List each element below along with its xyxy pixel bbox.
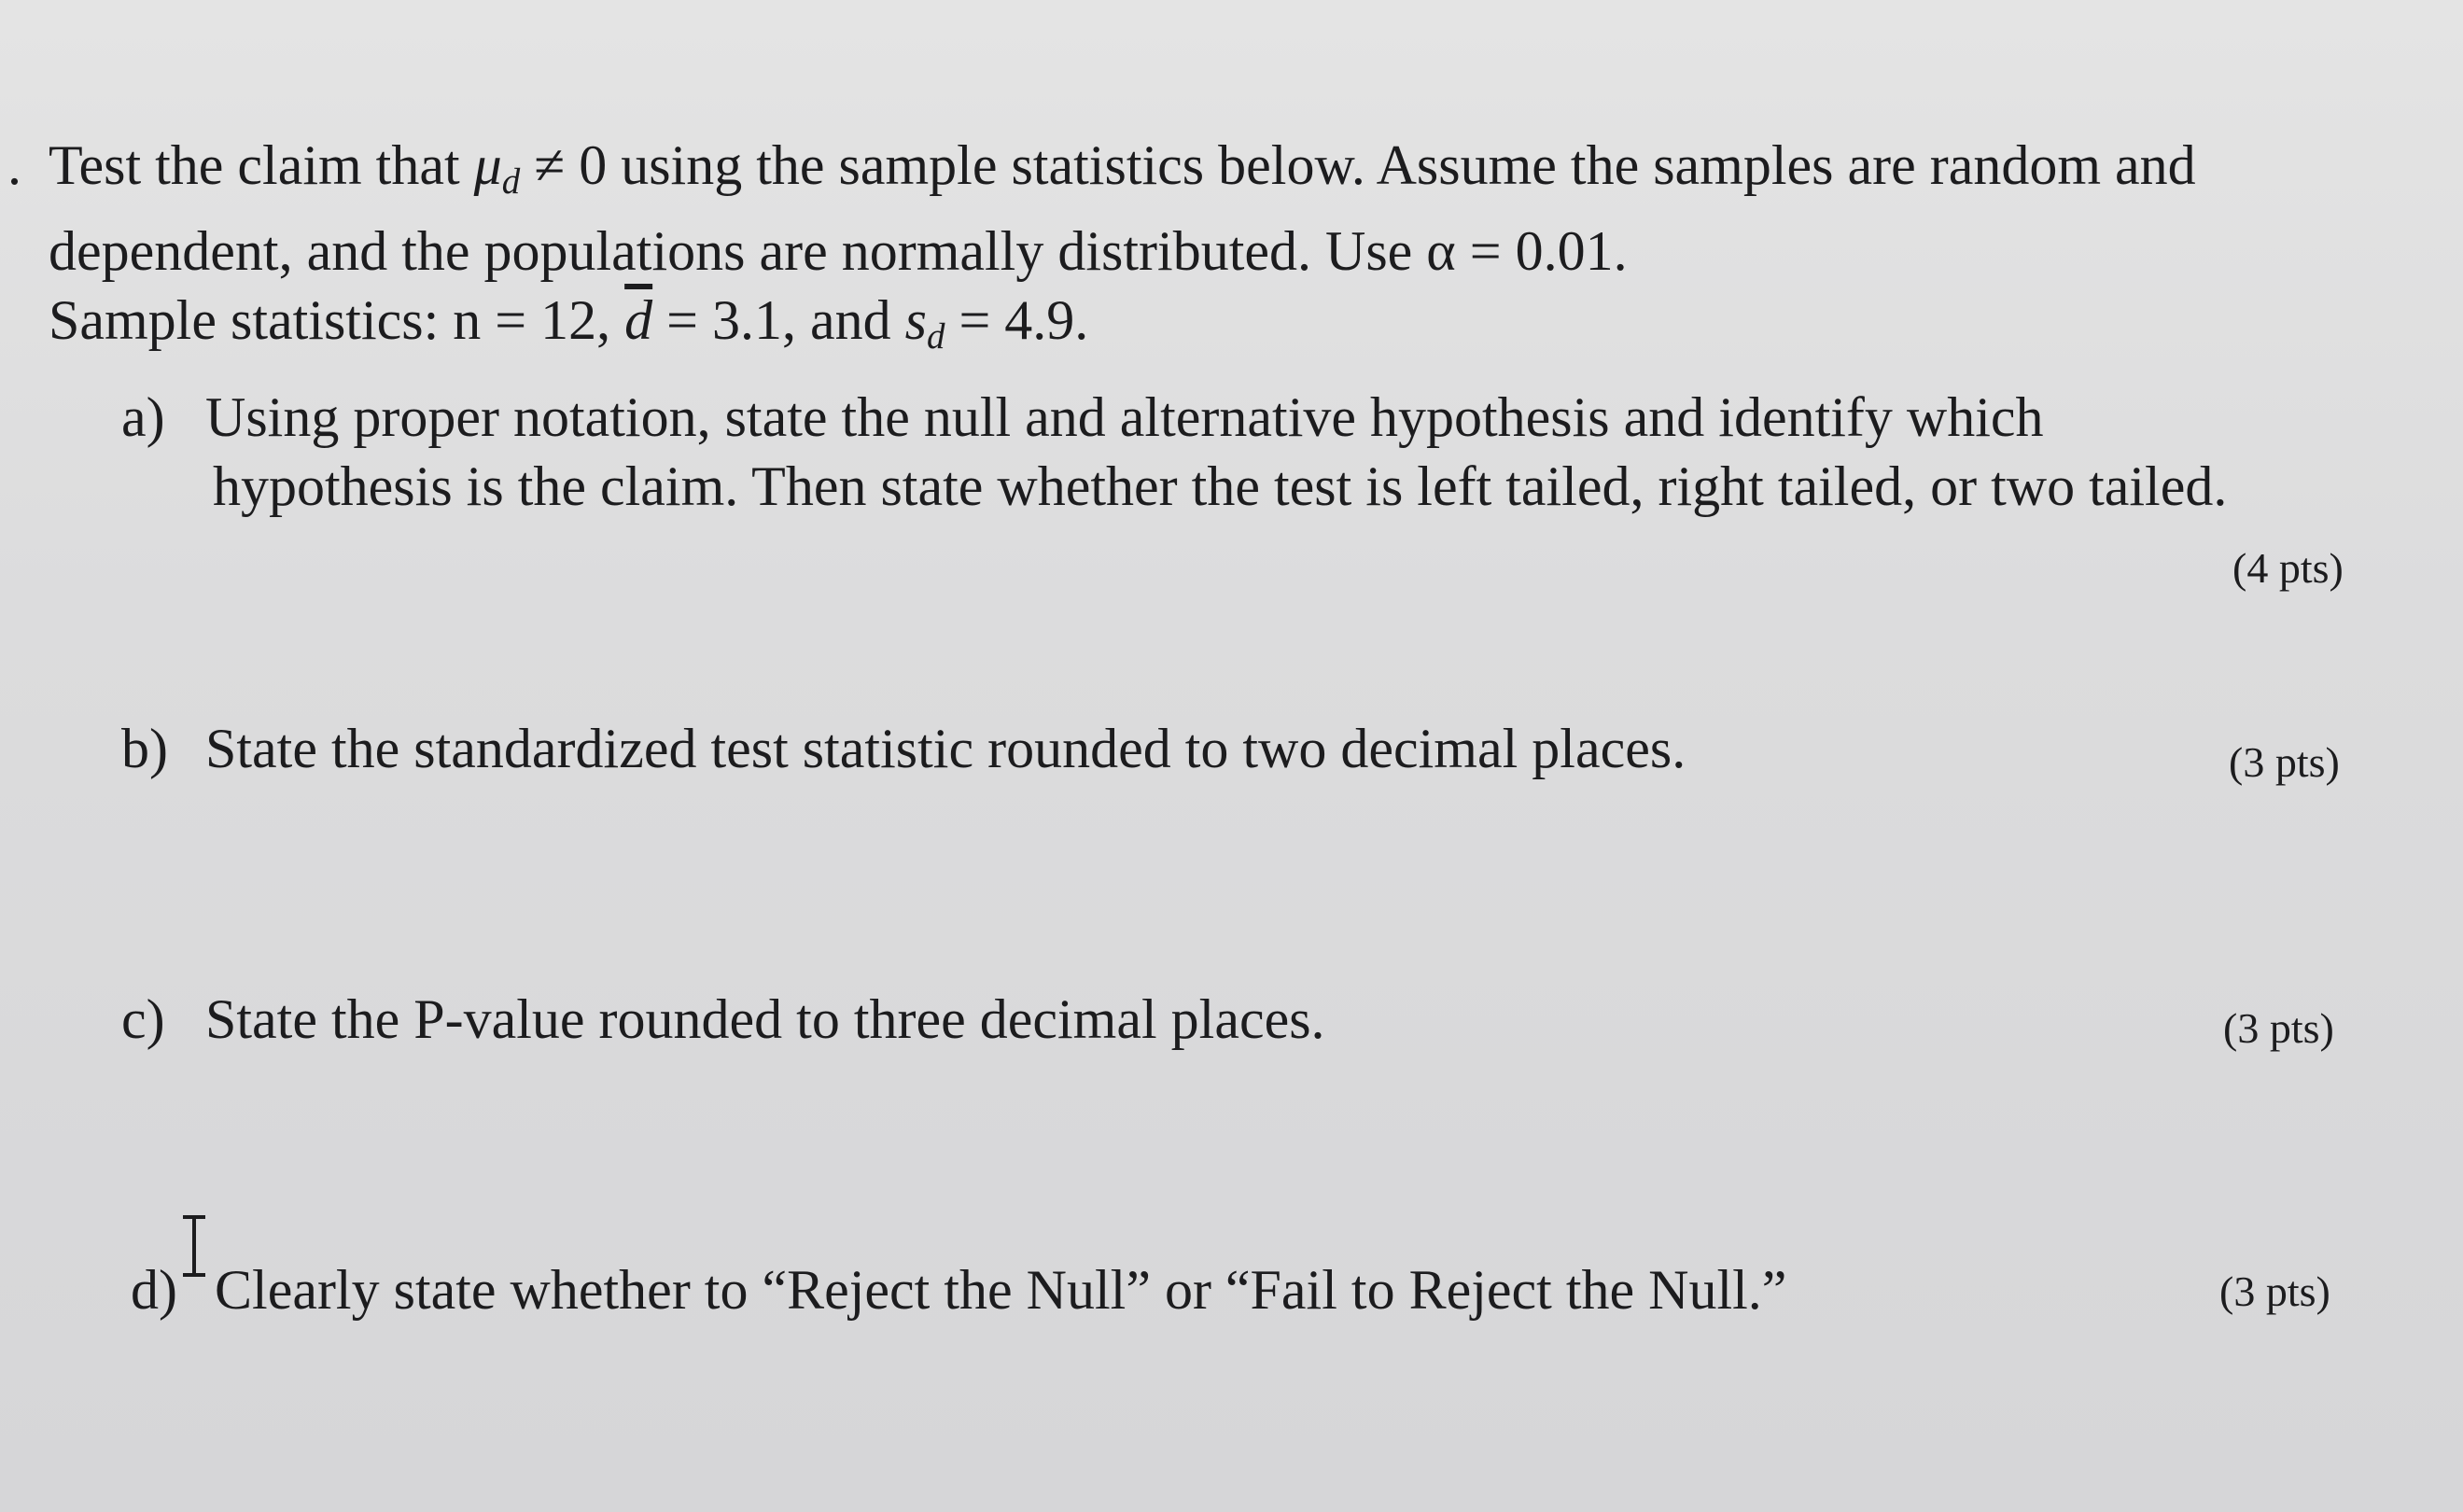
part-a-question <box>121 383 2227 521</box>
part-c-points: (3 pts) <box>2223 1004 2334 1052</box>
problem-bullet: . <box>7 134 21 196</box>
problem-line-3: Sample statistics: n = 12, $\overline{d} = 3.1$, and $s_d = 4.9$. <box>49 288 1089 357</box>
problem-statement <box>7 131 2382 371</box>
part-b-question <box>121 714 1686 783</box>
part-a-line-1: Using proper notation, state the null and alternative hypothesis and identify which <box>205 386 2044 448</box>
part-d-text: Clearly state whether to “Reject the Null” or “Fail to Reject the Null.” <box>215 1259 1787 1321</box>
part-a-label: a) <box>121 386 165 448</box>
part-a-points: (4 pts) <box>2232 544 2344 592</box>
part-d-question <box>131 1255 1786 1324</box>
problem-line-2: dependent, and the populations are normally distributed. Use α = 0.01. <box>49 219 1628 282</box>
part-d-points: (3 pts) <box>2219 1267 2330 1315</box>
text-cursor-icon <box>175 1213 213 1279</box>
part-d-label: d) <box>131 1259 177 1321</box>
part-c-text: State the P-value rounded to three decimal places. <box>205 988 1325 1050</box>
part-c-question <box>121 985 1325 1054</box>
problem-line-1: Test the claim that $\mu_d \ne 0$ using the sample statistics below. Assume the samples are random and <box>49 134 2196 202</box>
part-b-text: State the standardized test statistic rounded to two decimal places. <box>205 718 1686 779</box>
part-a-line-2: hypothesis is the claim. Then state whether the test is left tailed, right tailed, or two tailed. <box>213 455 2228 517</box>
part-b-label: b) <box>121 718 168 779</box>
part-b-points: (3 pts) <box>2229 738 2340 786</box>
part-c-label: c) <box>121 988 165 1050</box>
